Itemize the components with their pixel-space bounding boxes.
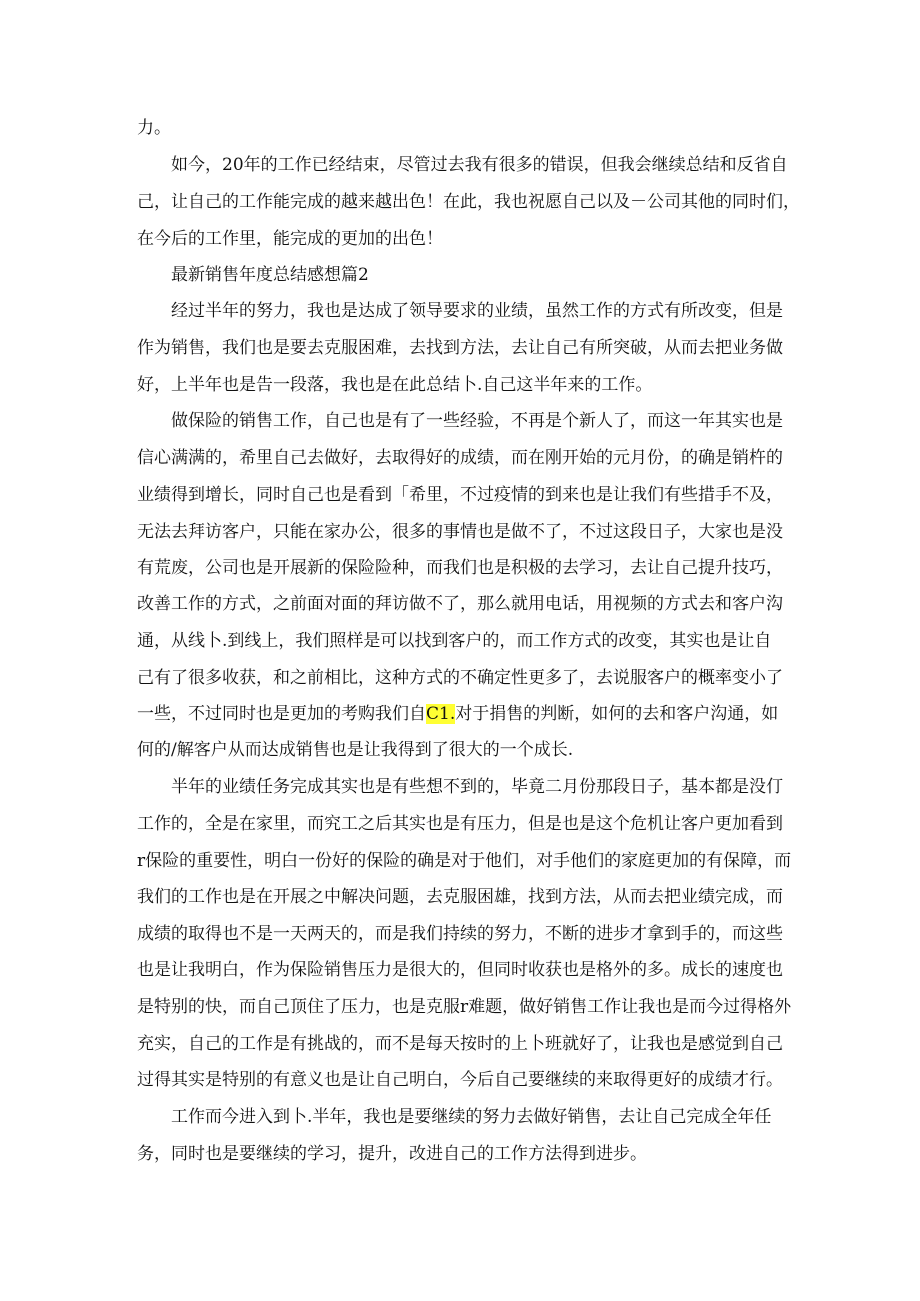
text-line: 做保险的销售工作，自己也是有了一些经验，不再是个新人了，而这一年其实也是 (137, 411, 783, 431)
text-segment: 一些，不过同时也是更加的考购我们自 (137, 704, 426, 724)
text-segment: 对于捐售的判断，如何的去和客户沟通，如 (455, 704, 779, 724)
text-line: 成绩的取得也不是一天两天的，而是我们持续的努力，不断的进步才拿到手的，而这些 (137, 924, 783, 944)
text-line: 我们的工作也是在开展之中解决问题，去克服困雄，找到方法，从而去把业绩完成，而 (137, 887, 783, 907)
text-line-highlighted (137, 704, 797, 724)
text-line: 己有了很多收获，和之前相比，这种方式的不确定性更多了，去说服客户的概率变小了 (137, 668, 783, 688)
text-line: 己，让自己的工作能完成的越来越出色！在此，我也祝愿自己以及－公司其他的同时们， (137, 192, 800, 212)
text-line: 工作的，全是在家里，而究工之后其实也是有压力，但是也是这个危机让客户更加看到 (137, 814, 783, 834)
text-line: 是特别的快，而自己顶住了压力，也是克服r难题，做好销售工作让我也是而今过得格外 (137, 997, 792, 1017)
text-line: 如今，20年的工作已经结束，尽管过去我有很多的错误，但我会继续总结和反省自 (137, 155, 788, 175)
text-line: 充实，自己的工作是有挑战的，而不是每天按时的上卜班就好了，让我也是感觉到自己 (137, 1034, 783, 1054)
text-line: 好，上半年也是告一段落，我也是在此总结卜.自己这半年来的工作。 (137, 375, 653, 395)
text-line: 有荒废，公司也是开展新的保险险种，而我们也是积极的去学习，去让自己提升技巧， (137, 558, 783, 578)
text-line: 无法去拜访客户，只能在家办公，很多的事情也是做不了，不过这段日子，大家也是没 (137, 522, 783, 542)
text-line: 经过半年的努力，我也是达成了领导要求的业绩，虽然工作的方式有所改变，但是 (137, 301, 783, 321)
text-line: 过得其实是特别的有意义也是让自己明白，今后自己要继续的来取得更好的成绩才行。 (137, 1070, 783, 1090)
text-line: 改善工作的方式，之前面对面的拜访做不了，那么就用电话，用视频的方式去和客户沟 (137, 594, 783, 614)
text-line: 作为销售，我们也是要去克服困难，去找到方法，去让自己有所突破，从而去把业务做 (137, 338, 783, 358)
text-line: r保险的重要性，明白一份好的保险的确是对于他们，对手他们的家庭更加的有保障，而 (137, 851, 792, 871)
text-line: 通，从线卜.到线上，我们照样是可以找到客户的，而工作方式的改变，其实也是让自 (137, 631, 772, 651)
text-line: 业绩得到增长，同时自己也是看到「希里，不过疫情的到来也是让我们有些措手不及， (137, 485, 783, 505)
text-line: 半年的业绩任务完成其实也是有些想不到的，毕竟二月份那段日子，基本都是没仃 (137, 777, 783, 797)
text-line: 务，同时也是要继续的学习，提升，改进自己的工作方法得到进步。 (137, 1144, 647, 1164)
text-line: 力。 (137, 118, 171, 138)
highlighted-text: C1. (426, 704, 456, 724)
text-line: 也是让我明白，作为保险销售压力是很大的，但同时收获也是格外的多。成长的速度也 (137, 960, 783, 980)
text-line: 信心满满的，希里自己去做好，去取得好的成绩，而在刚开始的元月份，的确是销杵的 (137, 448, 783, 468)
section-heading: 最新销售年度总结感想篇2 (137, 265, 369, 285)
text-line: 工作而今进入到卜.半年，我也是要继续的努力去做好销售，去让自己完成全年任 (137, 1107, 772, 1127)
text-line: 何的/解客户从而达成销售也是让我得到了很大的一个成长. (137, 740, 574, 760)
text-line: 在今后的工作里，能完成的更加的出色！ (137, 229, 443, 249)
